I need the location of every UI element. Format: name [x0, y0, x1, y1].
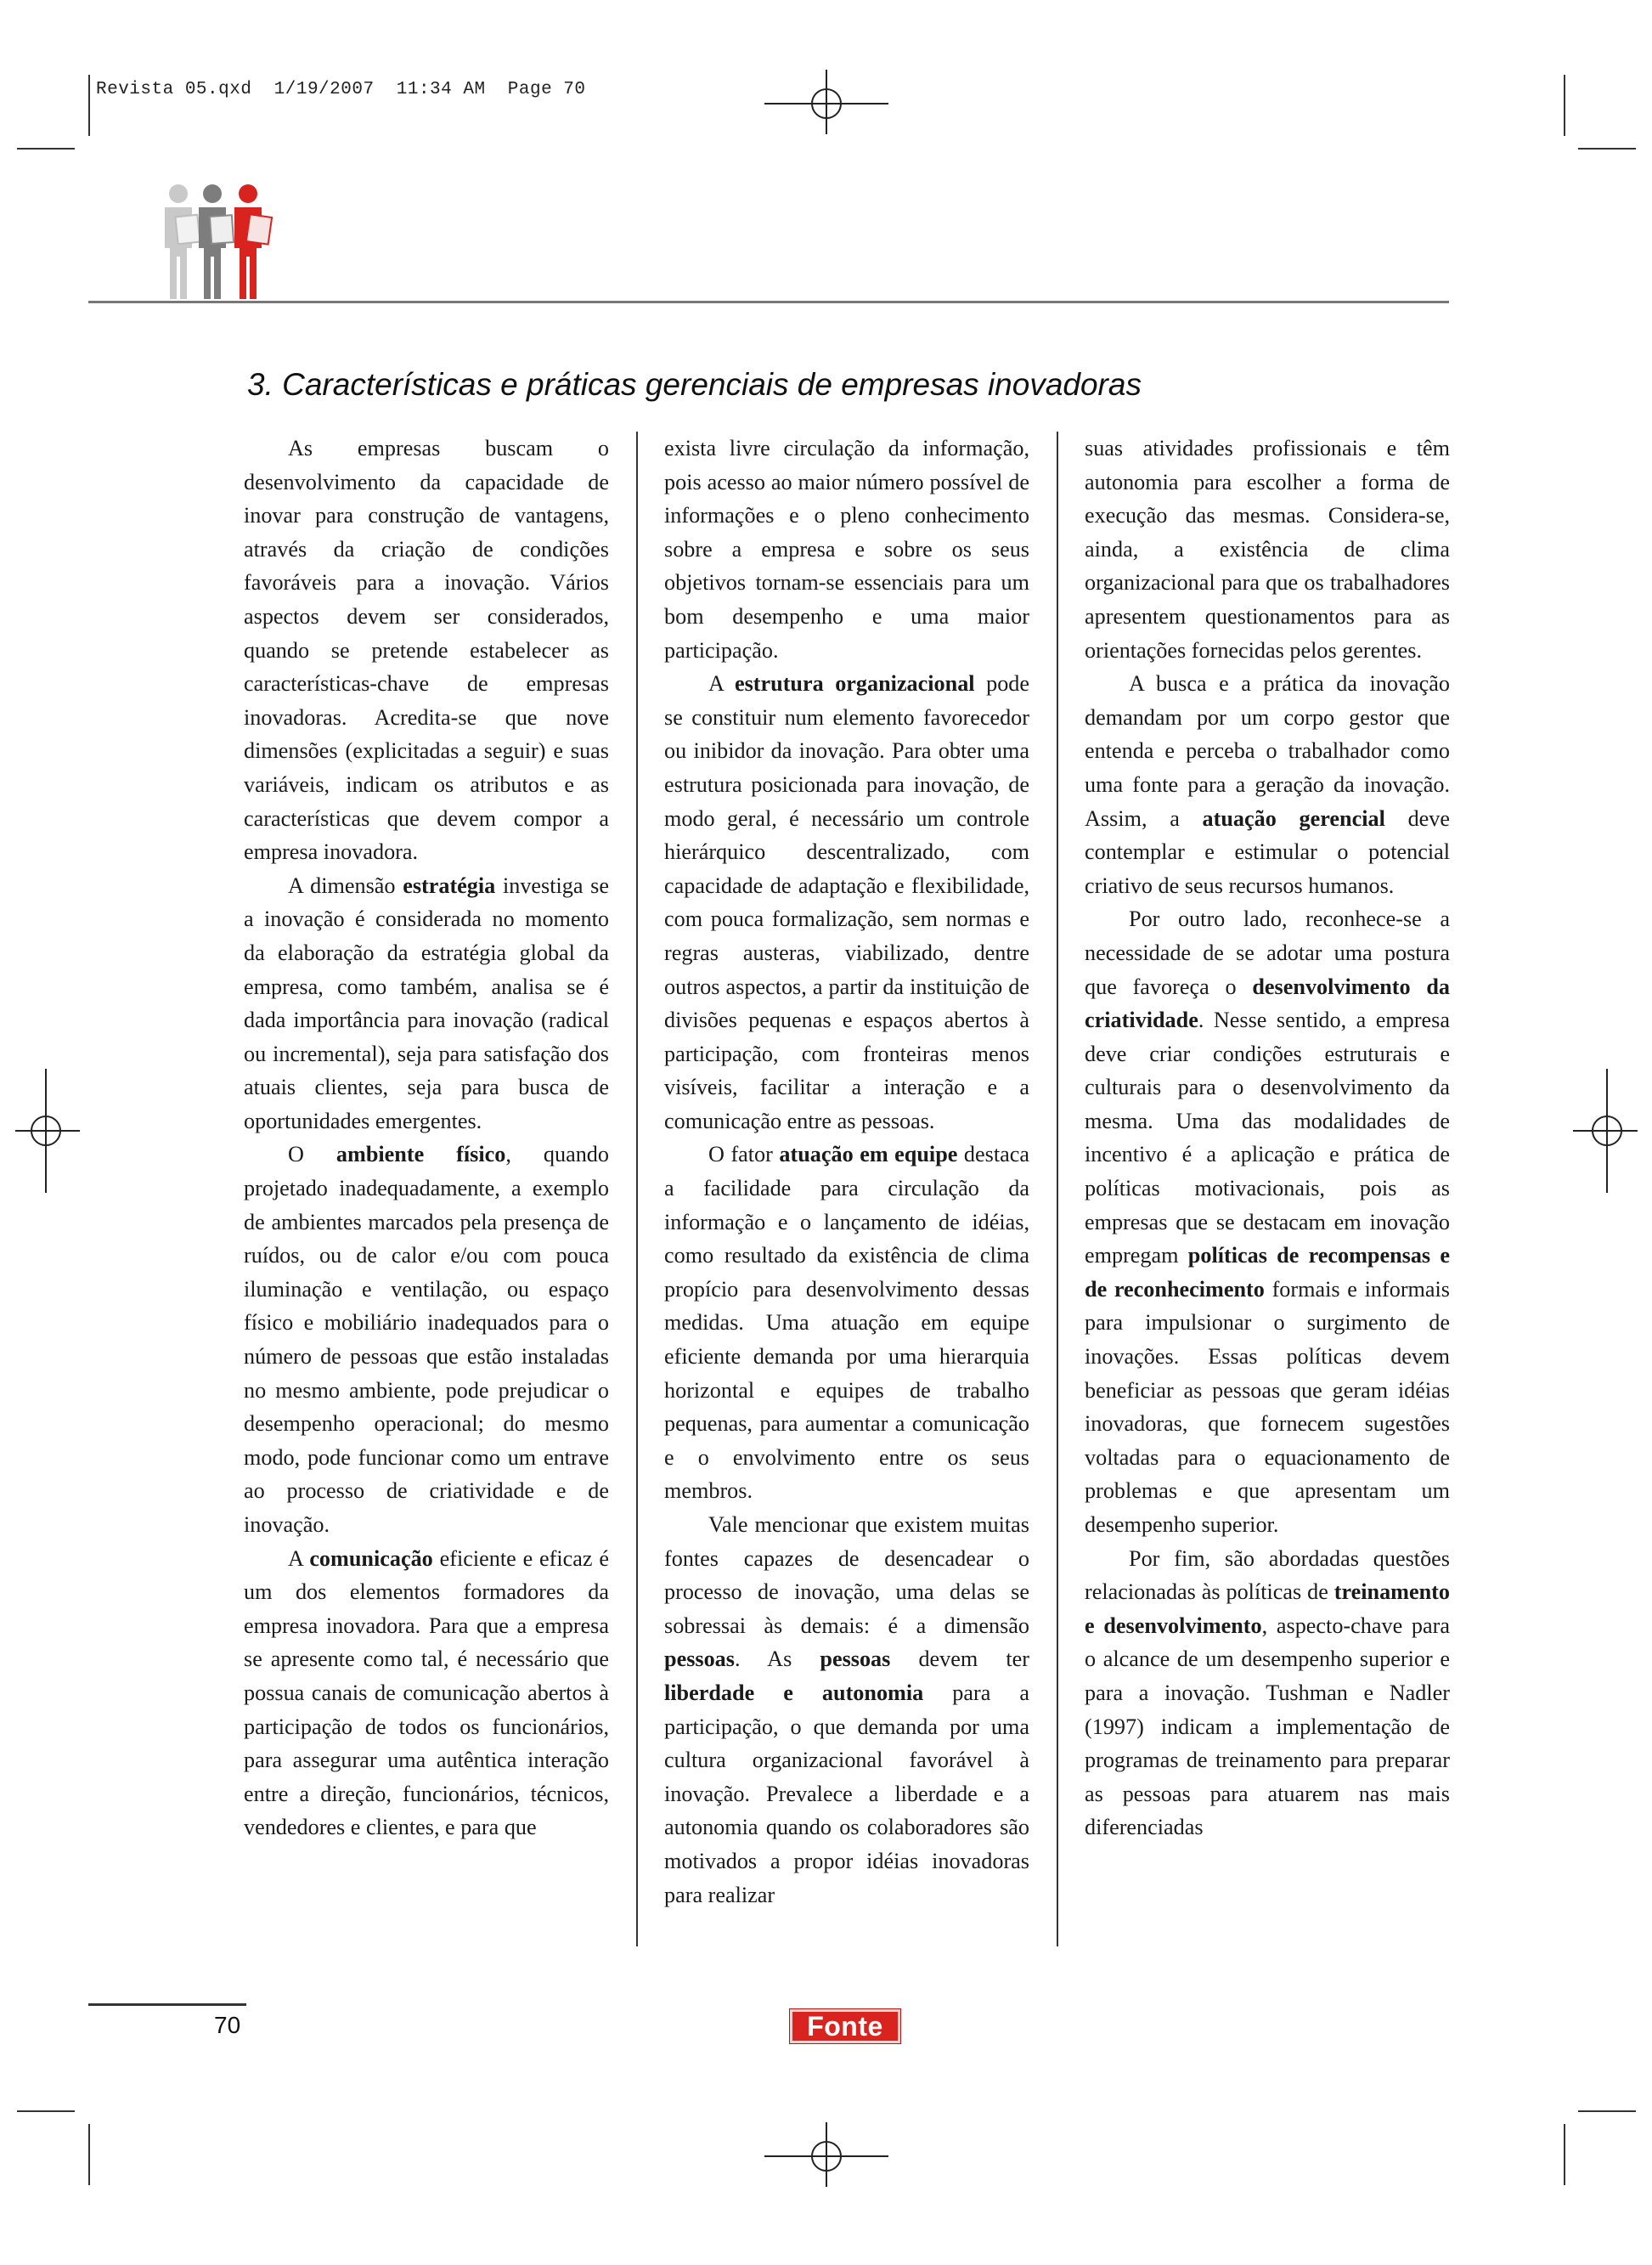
fonte-logo: Fonte: [790, 2009, 900, 2043]
paragraph: Por outro lado, reconhece-se a necessidade de se adotar uma postura que favoreça o desenvolvimento da criatividade. Nesse sentido, a empresa deve criar condições estruturais e culturais para o desenvolvimento da mesma. Uma das modalidades de incentivo é a aplicação e prática de políticas motivacionais, pois as empresas que se destacam em inovação empregam políticas de recompensas e de reconhecimento formais e informais para impulsionar o surgimento de inovações. Essas políticas devem beneficiar as pessoas que geram idéias inovadoras, que fornecem sugestões voltadas para o equacionamento de problemas e que apresentam um desempenho superior.: [1085, 907, 1451, 1537]
column-divider-1: [636, 432, 638, 1946]
paragraph: O fator atuação em equipe destaca a facilidade para circulação da informação e o lançamento de idéias, como resultado da existência de clima propício para desenvolvimento dessas medidas. Uma atuação em equipe eficiente demanda por uma hierarquia horizontal e equipes de trabalho pequenas, para aumentar a comunicação e o envolvimento entre os seus membros.: [664, 1142, 1029, 1504]
paragraph: suas atividades profissionais e têm autonomia para escolher a forma de execução das mesmas. Considera-se, ainda, a existência de clima organizacional para que os trabalhadores apresentem questionamentos para as orientações fornecidas pelos gerentes.: [1085, 436, 1450, 663]
paragraph: Vale mencionar que existem muitas fontes capazes de desencadear o processo de inovação, uma delas se sobressai às demais: é a dimensão pessoas. As pessoas devem ter liberdade e autonomia para a participação, o que demanda por uma cultura organizacional favorável à inovação. Prevalece a liberdade e a autonomia quando os colaboradores são motivados a propor idéias inovadoras para realizar: [664, 1512, 1029, 1907]
paragraph: exista livre circulação da informação, pois acesso ao maior número possível de informações e o pleno conhecimento sobre a empresa e sobre os seus objetivos tornam-se essenciais para um bom desempenho e uma maior participação.: [664, 436, 1029, 663]
header-rule: [88, 301, 1449, 303]
paragraph: A busca e a prática da inovação demandam por um corpo gestor que entenda e perceba o trabalhador como uma fonte para a geração da inovação. Assim, a atuação gerencial deve contemplar e estimular o potencial criativo de seus recursos humanos.: [1085, 671, 1451, 898]
text-column-2: [664, 432, 1029, 1912]
column-divider-2: [1057, 432, 1058, 1946]
page-number: 70: [214, 2012, 241, 2038]
three-people-icon: [158, 182, 285, 305]
paragraph: Por fim, são abordadas questões relacionadas às políticas de treinamento e desenvolvimento, aspecto-chave para o alcance de um desempenho superior e para a inovação. Tushman e Nadler (1997) indicam a implementação de programas de treinamento para preparar as pessoas para atuarem nas mais diferenciadas: [1085, 1545, 1450, 1840]
footer-rule: [88, 2003, 246, 2006]
paragraph: A comunicação eficiente e eficaz é um dos elementos formadores da empresa inovadora. Para que a empresa se apresente como tal, é necessário que possua canais de comunicação abertos à participação de todos os funcionários, para assegurar uma autêntica interação entre a direção, funcionários, técnicos, vendedores e clientes, e para que: [244, 1545, 610, 1840]
paragraph: A estrutura organizacional pode se constituir num elemento favorecedor ou inibidor da inovação. Para obter uma estrutura posicionada para inovação, de modo geral, é necessário um controle hierárquico descentralizado, com capacidade de adaptação e flexibilidade, com pouca formalização, sem normas e regras austeras, viabilizado, dentre outros aspectos, a partir da instituição de divisões pequenas e espaços abertos à participação, com fronteiras menos visíveis, facilitar a interação e a comunicação entre as pessoas.: [664, 671, 1029, 1133]
paragraph: As empresas buscam o desenvolvimento da capacidade de inovar para construção de vantagens, através da criação de condições favoráveis para a inovação. Vários aspectos devem ser considerados, quando se pretende estabelecer as características-chave de empresas inovadoras. Acredita-se que nove dimensões (explicitadas a seguir) e suas variáveis, indicam os atributos e as características que devem compor a empresa inovadora.: [244, 436, 609, 865]
section-title: 3. Características e práticas gerenciais de empresas inovadoras: [247, 367, 1142, 402]
text-column-1: [244, 432, 609, 1844]
paragraph: A dimensão estratégia investiga se a inovação é considerada no momento da elaboração da estratégia global da empresa, como também, analisa se é dada importância para inovação (radical ou incremental), seja para satisfação dos atuais clientes, seja para busca de oportunidades emergentes.: [244, 873, 609, 1133]
registration-mark-left: [15, 1069, 80, 1193]
registration-mark-bottom: [764, 2122, 888, 2187]
text-column-3: [1085, 432, 1450, 1844]
paragraph: O ambiente físico, quando projetado inadequadamente, a exemplo de ambientes marcados pela presença de ruídos, ou de calor e/ou com pouca iluminação e ventilação, ou espaço físico e mobiliário inadequados para o número de pessoas que estão instaladas no mesmo ambiente, pode prejudicar o desempenho operacional; do mesmo modo, pode funcionar como um entrave ao processo de criatividade e de inovação.: [244, 1142, 609, 1537]
registration-mark-right: [1573, 1069, 1638, 1193]
registration-mark-top: [764, 70, 888, 134]
slug-line: Revista 05.qxd 1/19/2007 11:34 AM Page 70: [96, 80, 586, 99]
